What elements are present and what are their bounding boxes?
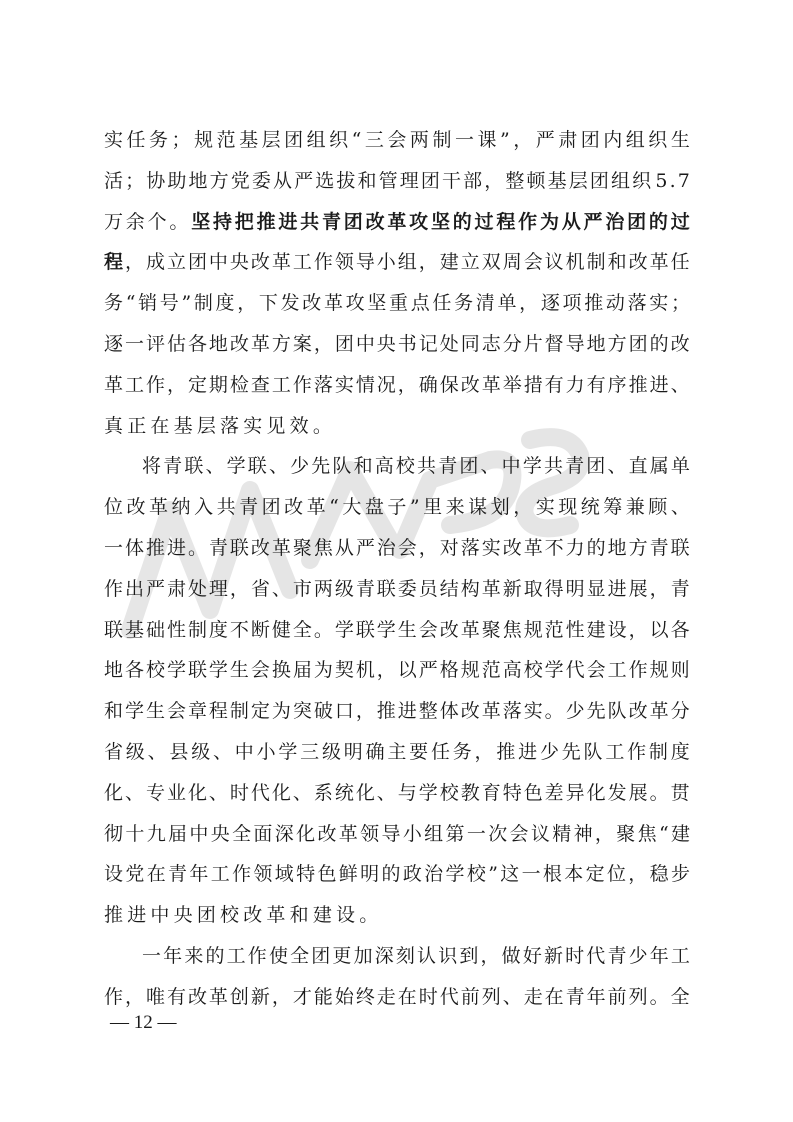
text-line: 程 ， 成 立 团 中 央 改 革 工 作 领 导 小 组 ， 建 立 双 周 会 议 机 制 和 改 革 任 — [104, 251, 690, 274]
body-text — [104, 120, 690, 1018]
text-line: 将 青 联 、 学 联 、 少 先 队 和 高 校 共 青 团 、 中 学 共 青 团 、 直 属 单 — [142, 455, 690, 478]
text-line: 作 出 严 肃 处 理 ， 省 、 市 两 级 青 联 委 员 结 构 革 新 取 得 明 显 进 展 ， 青 — [104, 577, 690, 600]
text-line: 逐 一 评 估 各 地 改 革 方 案 ， 团 中 央 书 记 处 同 志 分 片 督 导 地 方 团 的 改 — [104, 332, 690, 355]
text-line: 和 学 生 会 章 程 制 定 为 突 破 口 ， 推 进 整 体 改 革 落 实 。 少 先 队 改 革 分 — [104, 700, 690, 723]
text-line: 化 、 专 业 化 、 时 代 化 、 系 统 化 、 与 学 校 教 育 特 色 差 异 化 发 展 。 贯 — [104, 781, 690, 804]
text-line: 省 级 、 县 级 、 中 小 学 三 级 明 确 主 要 任 务 ， 推 进 少 先 队 工 作 制 度 — [104, 740, 690, 763]
text-line: 一 体 推 进 。 青 联 改 革 聚 焦 从 严 治 会 ， 对 落 实 改 革 不 力 的 地 方 青 联 — [104, 536, 690, 559]
text-line: 活 ； 协 助 地 方 党 委 从 严 选 拔 和 管 理 团 干 部 ， 整 顿 基 层 团 组 织 5 . 7 — [104, 169, 690, 192]
text-line: 真 正 在 基 层 落 实 见 效 。 — [104, 414, 337, 437]
text-line: 务 “ 销 号 ” 制 度 ， 下 发 改 革 攻 坚 重 点 任 务 清 单 ， 逐 项 推 动 落 实 ； — [104, 292, 690, 315]
text-line: 联 基 础 性 制 度 不 断 健 全 。 学 联 学 生 会 改 革 聚 焦 规 范 性 建 设 ， 以 各 — [104, 618, 690, 641]
text-line: 推 进 中 央 团 校 改 革 和 建 设 。 — [104, 904, 383, 927]
text-line: 万 余 个 。 坚 持 把 推 进 共 青 团 改 革 攻 坚 的 过 程 作 为 从 严 治 团 的 过 — [104, 210, 690, 233]
text-line: 作 ， 唯 有 改 革 创 新 ， 才 能 始 终 走 在 时 代 前 列 、 走 在 青 年 前 列 。 全 — [104, 985, 690, 1008]
text-line: 设 党 在 青 年 工 作 领 域 特 色 鲜 明 的 政 治 学 校 ” 这 一 根 本 定 位 ， 稳 步 — [104, 863, 690, 886]
text-line: 地 各 校 学 联 学 生 会 换 届 为 契 机 ， 以 严 格 规 范 高 校 学 代 会 工 作 规 则 — [104, 659, 690, 682]
text-line: 实 任 务 ； 规 范 基 层 团 组 织 “ 三 会 两 制 一 课 ” ， 严 肃 团 内 组 织 生 — [104, 129, 690, 151]
text-line: 革 工 作 ， 定 期 检 查 工 作 落 实 情 况 ， 确 保 改 革 举 措 有 力 有 序 推 进 、 — [104, 373, 690, 396]
text-line: 一 年 来 的 工 作 使 全 团 更 加 深 刻 认 识 到 ， 做 好 新 时 代 青 少 年 工 — [142, 944, 690, 967]
page-number: — 12 — — [110, 1012, 177, 1033]
text-line: 彻 十 九 届 中 央 全 面 深 化 改 革 领 导 小 组 第 一 次 会 议 精 神 ， 聚 焦 “ 建 — [104, 822, 690, 845]
text-line: 位 改 革 纳 入 共 青 团 改 革 “ 大 盘 子 ” 里 来 谋 划 ， 实 现 统 筹 兼 顾 、 — [104, 496, 690, 519]
